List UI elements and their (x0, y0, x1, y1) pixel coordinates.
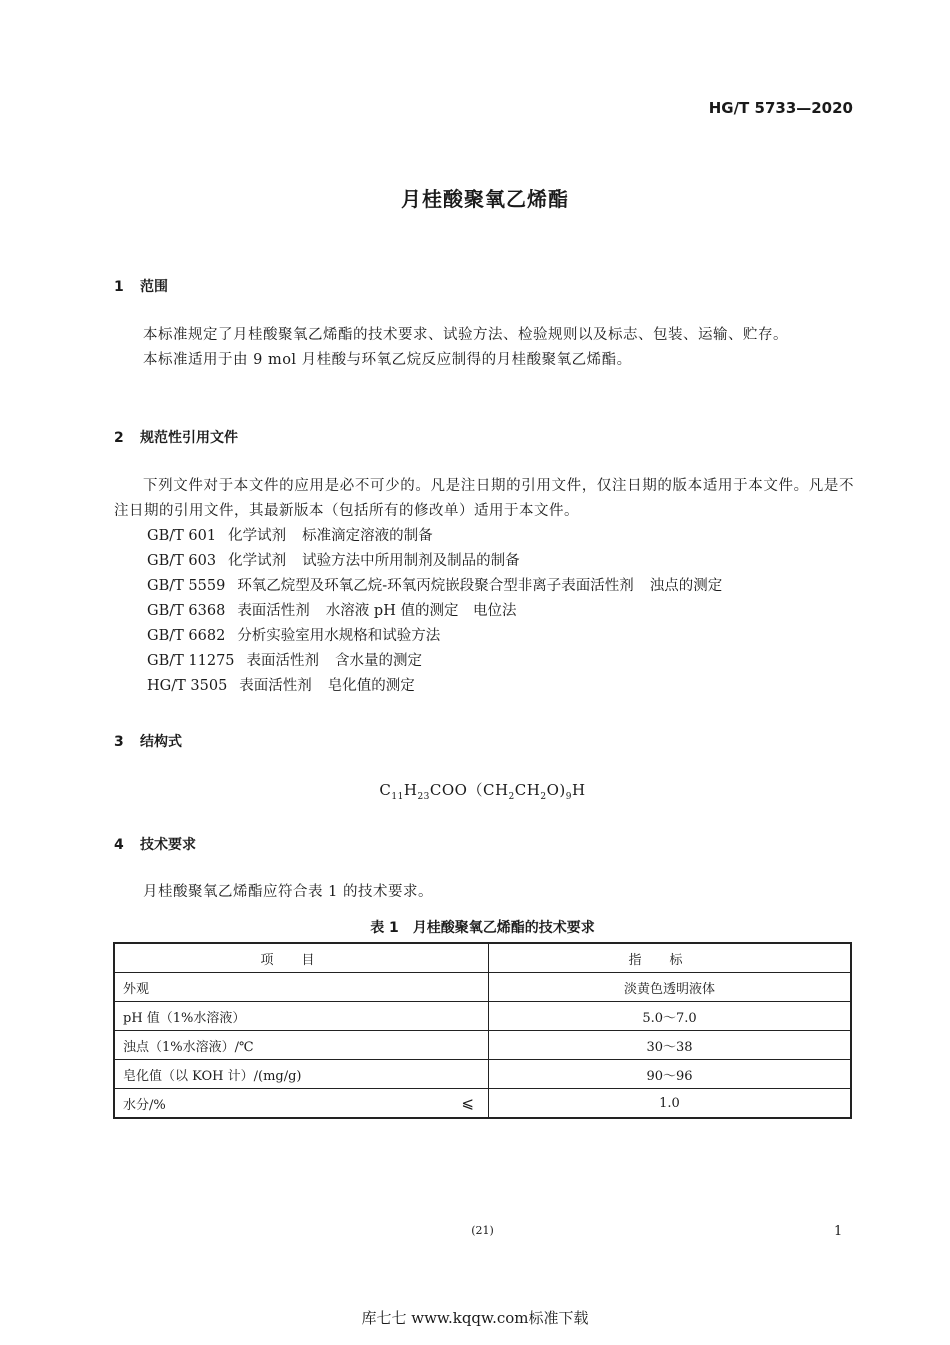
table-row (114, 973, 851, 1002)
row-item (114, 1060, 489, 1089)
row-item (114, 1031, 489, 1060)
row-item-label: 皂化值（以 KOH 计）/(mg/g) (123, 1068, 302, 1084)
section-1-heading: 1 范围 (114, 279, 168, 295)
reference-title-main: 分析实验室用水规格和试验方法 (237, 628, 441, 644)
row-value: 1.0 (489, 1089, 852, 1119)
reference-title-main: 表面活性剂 (246, 653, 320, 669)
row-item-label: 外观 (123, 981, 150, 997)
reference-code: GB/T 6682 (147, 628, 226, 644)
reference-item (147, 574, 722, 599)
reference-title-sub: 含水量的测定 (335, 653, 423, 669)
reference-title-main: 化学试剂 (228, 528, 287, 544)
table-row (114, 1089, 851, 1119)
row-item (114, 1002, 489, 1031)
row-value: 5.0～7.0 (489, 1002, 852, 1031)
reference-item (147, 624, 722, 649)
row-item-label: 水分/% (123, 1097, 166, 1113)
spec-table (113, 942, 852, 1119)
section-2-text (114, 474, 854, 524)
section-4-heading: 4 技术要求 (114, 837, 196, 853)
row-item (114, 973, 489, 1002)
table-row (114, 1060, 851, 1089)
reference-code: GB/T 603 (147, 553, 217, 569)
reference-item (147, 674, 722, 699)
structural-formula: $C_{11}H_{23}COO(CH_2CH_2O)_9H$ (379, 781, 586, 802)
row-item-label: pH 值（1%水溶液） (123, 1010, 246, 1026)
less-equal-symbol: ⩽ (461, 1094, 474, 1112)
reference-code: HG/T 3505 (147, 678, 228, 694)
header-value: 指标 (489, 943, 852, 973)
scope-paragraph-1: 本标准规定了月桂酸聚氧乙烯酯的技术要求、试验方法、检验规则以及标志、包装、运输、贮存。 (143, 327, 788, 343)
row-value: 淡黄色透明液体 (489, 973, 852, 1002)
reference-title-sub: 浊点的测定 (649, 578, 723, 594)
reference-title-sub: 标准滴定溶液的制备 (302, 528, 433, 544)
reference-title-main: 化学试剂 (228, 553, 287, 569)
reference-title-sub: 皂化值的测定 (327, 678, 415, 694)
reference-code: GB/T 601 (147, 528, 217, 544)
document-title: 月桂酸聚氧乙烯酯 (401, 187, 569, 211)
section-3-heading: 3 结构式 (114, 734, 182, 750)
header-item: 项目 (114, 943, 489, 973)
reference-item (147, 599, 722, 624)
reference-code: GB/T 6368 (147, 603, 226, 619)
section-4-text (114, 880, 854, 905)
scope-paragraph-2: 本标准适用于由 9 mol 月桂酸与环氧乙烷反应制得的月桂酸聚氧乙烯酯。 (143, 352, 632, 368)
reference-title-sub: 试验方法中所用制剂及制品的制备 (302, 553, 520, 569)
reference-item (147, 524, 722, 549)
reference-list (147, 524, 722, 699)
row-value: 30～38 (489, 1031, 852, 1060)
reference-title-main: 表面活性剂 (239, 678, 312, 694)
reference-item (147, 549, 722, 574)
table-header-row (114, 943, 851, 973)
row-item (114, 1089, 489, 1119)
reference-code: GB/T 5559 (147, 578, 226, 594)
section-2-heading: 2 规范性引用文件 (114, 430, 238, 446)
footer-watermark: 库七七 www.kqqw.com标准下载 (361, 1309, 589, 1327)
reference-item (147, 649, 722, 674)
reference-title-main: 环氧乙烷型及环氧乙烷-环氧丙烷嵌段聚合型非离子表面活性剂 (237, 578, 634, 594)
page-number: 1 (834, 1224, 843, 1239)
table-row (114, 1031, 851, 1060)
table-row (114, 1002, 851, 1031)
reference-title-main: 表面活性剂 (237, 603, 310, 619)
reference-title-sub: 水溶液 pH 值的测定 电位法 (325, 603, 517, 619)
standard-code: HG/T 5733—2020 (708, 99, 853, 117)
section-1-text (114, 323, 854, 373)
references-intro: 下列文件对于本文件的应用是必不可少的。凡是注日期的引用文件，仅注日期的版本适用于本文件。凡是不注日期的引用文件，其最新版本（包括所有的修改单）适用于本文件。 (114, 478, 854, 519)
requirements-paragraph: 月桂酸聚氧乙烯酯应符合表 1 的技术要求。 (143, 884, 433, 900)
row-item-label: 浊点（1%水溶液）/℃ (123, 1039, 254, 1055)
page-center-mark: (21) (471, 1224, 494, 1237)
table-caption: 表 1 月桂酸聚氧乙烯酯的技术要求 (370, 920, 595, 936)
reference-code: GB/T 11275 (147, 653, 235, 669)
row-value: 90～96 (489, 1060, 852, 1089)
